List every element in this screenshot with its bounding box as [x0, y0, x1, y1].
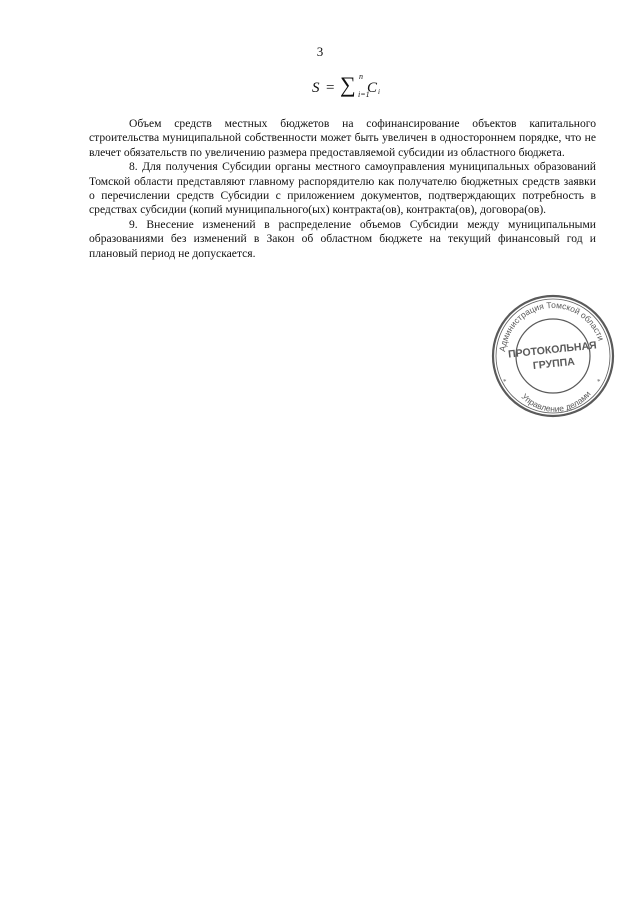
paragraph-item-9: 9. Внесение изменений в распределение объемов Субсидии между муниципальными образованиями без изменений в Закон об областном бюджете на текущий финансовый год и плановый период не допускается. — [89, 217, 596, 260]
body-text — [89, 117, 596, 261]
formula-term-index: i — [378, 88, 380, 96]
page-number: 3 — [316, 44, 324, 59]
formula-lower-limit: i=1 — [358, 90, 370, 99]
formula-term: C — [367, 80, 378, 96]
formula-equals: = — [326, 80, 335, 96]
paragraph-item-8: 8. Для получения Субсидии органы местного самоуправления муниципальных образований Томской области представляют главному распорядителю как получателю бюджетных средств заявки о перечислении средств Субсидии с приложением документов, подтверждающих потребность в средствах субсидии (копий муниципального(ых) контракта(ов), контракта(ов), договора(ов). — [89, 160, 596, 217]
stamp-seal-graphic — [489, 292, 617, 420]
paragraph-budget-volume: Объем средств местных бюджетов на софинансирование объектов капитального строительства муниципальной собственности может быть увеличен в одностороннем порядке, что не влечет обязательств по увеличению размера предоставляемой субсидии из областного бюджета. — [89, 117, 596, 159]
stamp-ring-text-top: Администрация Томской области — [497, 299, 607, 353]
stamp-star-right-icon: * — [597, 378, 601, 386]
stamp-star-left-icon: * — [503, 378, 507, 386]
stamp-center-text-line1: ПРОТОКОЛЬНАЯ — [507, 339, 598, 361]
formula-upper-limit: n — [359, 72, 363, 81]
formula-sum-symbol: ∑ — [340, 72, 356, 97]
stamp-ring-text-bottom: Управление делами — [519, 388, 593, 414]
formula — [296, 72, 386, 104]
formula-lhs: S — [312, 80, 320, 96]
stamp-seal — [489, 292, 617, 420]
stamp-center-text-line2: ГРУППА — [532, 355, 576, 373]
